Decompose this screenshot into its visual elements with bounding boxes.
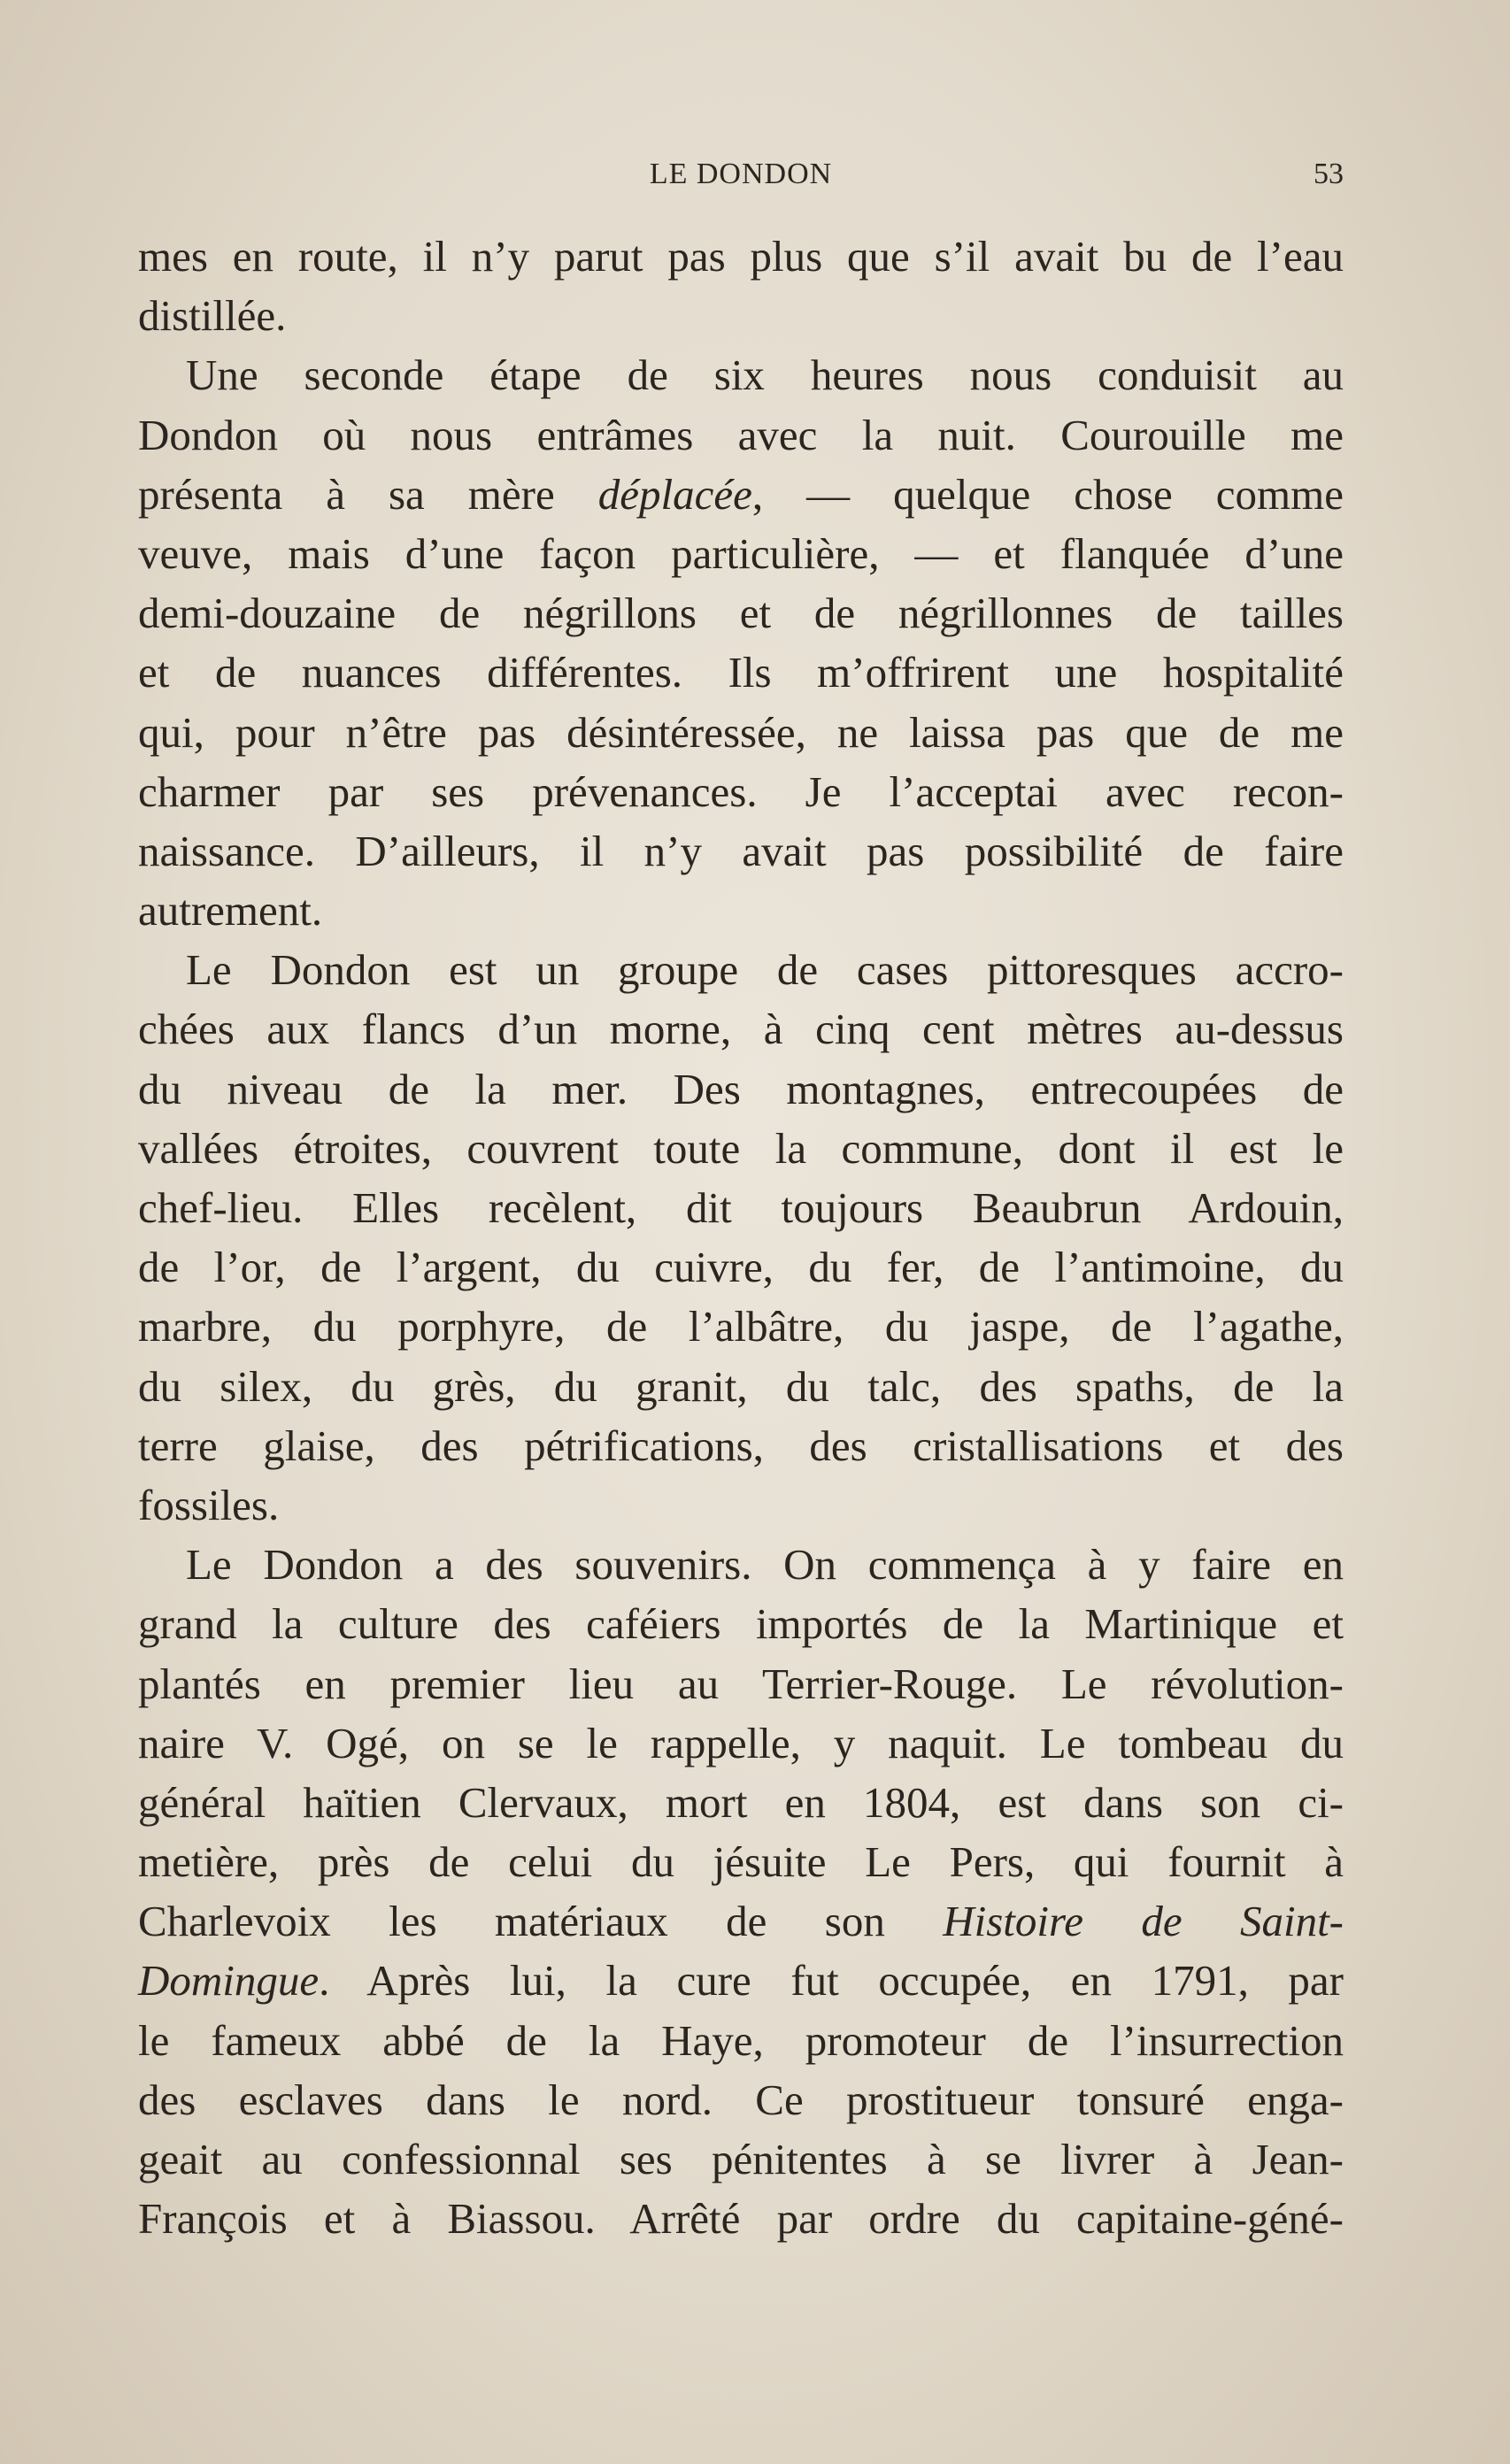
text-line: [138, 583, 1344, 643]
text-line: [138, 1357, 1344, 1416]
text-segment: naire V. Ogé, on se le rappelle, y naquit. Le tombeau du: [138, 1718, 1344, 1767]
text-segment: présenta à sa mère: [138, 469, 598, 519]
running-title: LE DONDON: [649, 158, 833, 190]
text-line: [138, 762, 1344, 821]
text-line: [138, 821, 1344, 881]
text-segment: charmer par ses prévenances. Je l’acceptai avec recon-: [138, 766, 1344, 816]
text-segment: François et à Biassou. Arrêté par ordre du capitaine-géné-: [138, 2194, 1344, 2244]
text-segment: geait au confessionnal ses pénitentes à se livrer à Jean-: [138, 2135, 1344, 2183]
text-line: [138, 465, 1344, 524]
text-segment: terre glaise, des pétrifications, des cristallisations et des: [138, 1421, 1344, 1470]
text-segment: le fameux abbé de la Haye, promoteur de l’insurrection: [138, 2015, 1344, 2065]
text-segment: marbre, du porphyre, de l’albâtre, du jaspe, de l’agathe,: [138, 1302, 1344, 1351]
text-line: [138, 1594, 1344, 1653]
text-line: [138, 1713, 1344, 1773]
text-segment: des esclaves dans le nord. Ce prostitueur tonsuré enga-: [138, 2075, 1344, 2124]
text-segment: Dondon où nous entrâmes avec la nuit. Courouille me: [138, 410, 1344, 459]
text-line: [138, 1416, 1344, 1475]
text-line: [138, 1119, 1344, 1178]
text-segment: metière, près de celui du jésuite Le Pers, qui fournit à: [138, 1837, 1344, 1887]
text-segment: de l’or, de l’argent, du cuivre, du fer, de l’antimoine, du: [138, 1243, 1344, 1292]
text-line: [138, 2189, 1344, 2248]
text-segment: du niveau de la mer. Des montagnes, entrecoupées de: [138, 1064, 1344, 1113]
text-segment: distillée.: [138, 291, 287, 341]
text-segment: Charlevoix les matériaux de son: [138, 1897, 944, 1946]
text-line: [138, 2011, 1344, 2070]
text-line: [138, 999, 1344, 1059]
text-segment: du silex, du grès, du granit, du talc, des spaths, de la: [138, 1361, 1344, 1411]
body-text: [138, 227, 1344, 2248]
text-line: [138, 405, 1344, 465]
text-segment: plantés en premier lieu au Terrier-Rouge. Le révolution-: [138, 1659, 1344, 1708]
text-segment: général haïtien Clervaux, mort en 1804, est dans son ci-: [138, 1777, 1344, 1827]
text-line: [138, 286, 1344, 345]
text-line: [138, 1773, 1344, 1832]
text-segment: veuve, mais d’une façon particulière, — et flanquée d’une: [138, 528, 1344, 578]
text-segment: mes en route, il n’y parut pas plus que s’il avait bu de l’eau: [138, 232, 1344, 281]
text-line: [138, 1178, 1344, 1237]
text-segment: qui, pour n’être pas désintéressée, ne laissa pas que de me: [138, 707, 1344, 757]
text-segment: grand la culture des caféiers importés de la Martinique et: [138, 1599, 1344, 1649]
text-segment: naissance. D’ailleurs, il n’y avait pas possibilité de faire: [138, 826, 1344, 875]
text-line: [138, 703, 1344, 762]
page-number: 53: [1314, 158, 1344, 190]
italic-text: déplacée: [597, 469, 752, 519]
text-line: [138, 643, 1344, 702]
text-segment: et de nuances différentes. Ils m’offrirent une hospitalité: [138, 648, 1344, 697]
text-line: [138, 1951, 1344, 2010]
text-segment: chées aux flancs d’un morne, à cinq cent mètres au-dessus: [138, 1005, 1344, 1054]
text-segment: , — quelque chose comme: [751, 469, 1344, 519]
italic-text: Histoire de Saint-: [943, 1897, 1344, 1946]
text-line: [138, 1297, 1344, 1356]
text-segment: Le Dondon a des souvenirs. On commença à y faire en: [186, 1540, 1344, 1590]
text-segment: demi-douzaine de négrillons et de négrillonnes de tailles: [138, 589, 1344, 638]
text-line: [138, 940, 1344, 999]
text-segment: Le Dondon est un groupe de cases pittoresques accro-: [186, 945, 1344, 995]
text-line: [138, 227, 1344, 286]
text-segment: Une seconde étape de six heures nous conduisit au: [186, 350, 1344, 400]
text-segment: chef-lieu. Elles recèlent, dit toujours Beaubrun Ardouin,: [138, 1183, 1344, 1232]
text-line: [138, 1059, 1344, 1119]
text-line: [138, 1535, 1344, 1594]
text-segment: vallées étroites, couvrent toute la commune, dont il est le: [138, 1123, 1344, 1173]
text-line: [138, 2129, 1344, 2189]
text-line: [138, 524, 1344, 583]
text-line: [138, 1237, 1344, 1297]
text-line: [138, 881, 1344, 940]
text-line: [138, 345, 1344, 404]
text-line: [138, 1832, 1344, 1891]
text-segment: . Après lui, la cure fut occupée, en 1791, par: [319, 1956, 1344, 2006]
page-header: [138, 158, 1344, 202]
text-segment: autrement.: [138, 886, 323, 936]
text-line: [138, 1475, 1344, 1535]
text-line: [138, 2070, 1344, 2129]
text-segment: fossiles.: [138, 1480, 280, 1529]
text-line: [138, 1654, 1344, 1713]
italic-text: Domingue: [138, 1956, 320, 2006]
text-line: [138, 1891, 1344, 1951]
